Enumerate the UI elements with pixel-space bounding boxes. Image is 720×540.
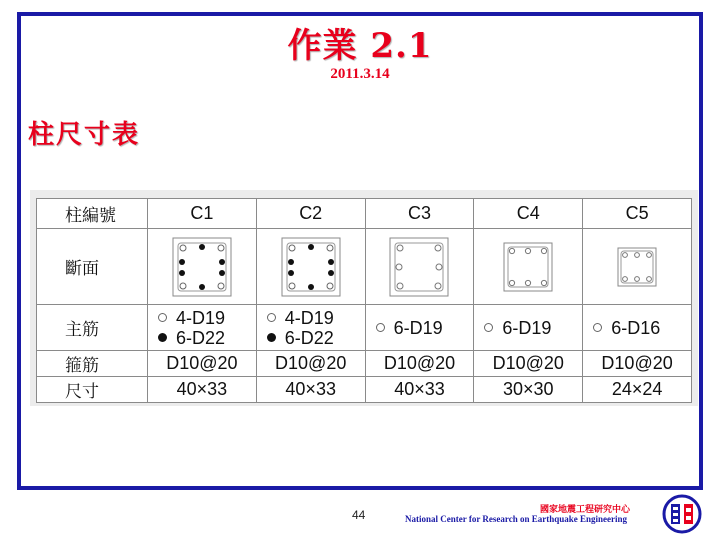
size-c4: 30×30 bbox=[474, 377, 583, 403]
ncree-logo-icon bbox=[662, 494, 702, 534]
open-bar-icon bbox=[593, 323, 602, 332]
section-c1 bbox=[148, 229, 257, 305]
section-c2 bbox=[256, 229, 365, 305]
stirrup-c2: D10@20 bbox=[256, 351, 365, 377]
row-label-main-bar: 主筋 bbox=[37, 305, 148, 351]
section-diagram-c1 bbox=[171, 236, 233, 298]
table-row-stirrup bbox=[37, 351, 692, 377]
section-diagram-c4 bbox=[502, 241, 554, 293]
section-diagram-c2 bbox=[280, 236, 342, 298]
main-bar-c1-open: 4-D19 bbox=[176, 307, 226, 328]
column-header-c5: C5 bbox=[583, 199, 692, 229]
main-bar-c2-filled: 6-D22 bbox=[284, 327, 334, 348]
main-bar-c4 bbox=[474, 305, 583, 351]
main-bar-c2 bbox=[256, 305, 365, 351]
size-c1: 40×33 bbox=[148, 377, 257, 403]
slide-date: 2011.3.14 bbox=[330, 66, 390, 82]
column-header-c3: C3 bbox=[365, 199, 474, 229]
filled-bar-icon bbox=[158, 333, 167, 342]
header-label: 柱編號 bbox=[37, 199, 148, 229]
stirrup-c3: D10@20 bbox=[365, 351, 474, 377]
main-bar-c5 bbox=[583, 305, 692, 351]
stirrup-c4: D10@20 bbox=[474, 351, 583, 377]
open-bar-icon bbox=[376, 323, 385, 332]
slide-subtitle: 柱尺寸表 bbox=[28, 120, 141, 150]
column-size-table bbox=[36, 198, 692, 403]
open-bar-icon bbox=[158, 313, 167, 322]
table-row-size bbox=[37, 377, 692, 403]
size-c5: 24×24 bbox=[583, 377, 692, 403]
main-bar-c4-open: 6-D19 bbox=[502, 317, 552, 338]
stirrup-c5: D10@20 bbox=[583, 351, 692, 377]
main-bar-c1 bbox=[148, 305, 257, 351]
section-diagram-c5 bbox=[616, 246, 658, 288]
section-diagram-c3 bbox=[388, 236, 450, 298]
main-bar-c3-open: 6-D19 bbox=[393, 317, 443, 338]
section-c3 bbox=[365, 229, 474, 305]
row-label-section: 斷面 bbox=[37, 229, 148, 305]
page-number: 44 bbox=[352, 508, 366, 522]
main-bar-c2-open: 4-D19 bbox=[284, 307, 334, 328]
main-bar-c5-open: 6-D16 bbox=[611, 317, 661, 338]
section-c5 bbox=[583, 229, 692, 305]
stirrup-c1: D10@20 bbox=[148, 351, 257, 377]
slide-title: 作業 2.1 bbox=[287, 26, 433, 66]
main-bar-c3 bbox=[365, 305, 474, 351]
column-header-c1: C1 bbox=[148, 199, 257, 229]
size-c3: 40×33 bbox=[365, 377, 474, 403]
filled-bar-icon bbox=[267, 333, 276, 342]
table-row-section bbox=[37, 229, 692, 305]
main-bar-c1-filled: 6-D22 bbox=[176, 327, 226, 348]
organization-name-chinese: 國家地震工程研究中心 bbox=[540, 505, 631, 515]
row-label-stirrup: 箍筋 bbox=[37, 351, 148, 377]
table-header-row bbox=[37, 199, 692, 229]
column-header-c2: C2 bbox=[256, 199, 365, 229]
column-table-container bbox=[30, 190, 698, 406]
open-bar-icon bbox=[484, 323, 493, 332]
section-c4 bbox=[474, 229, 583, 305]
organization-name-english: National Center for Research on Earthquake Engineering bbox=[405, 514, 627, 524]
column-header-c4: C4 bbox=[474, 199, 583, 229]
row-label-size: 尺寸 bbox=[37, 377, 148, 403]
size-c2: 40×33 bbox=[256, 377, 365, 403]
table-row-main-bar bbox=[37, 305, 692, 351]
open-bar-icon bbox=[267, 313, 276, 322]
